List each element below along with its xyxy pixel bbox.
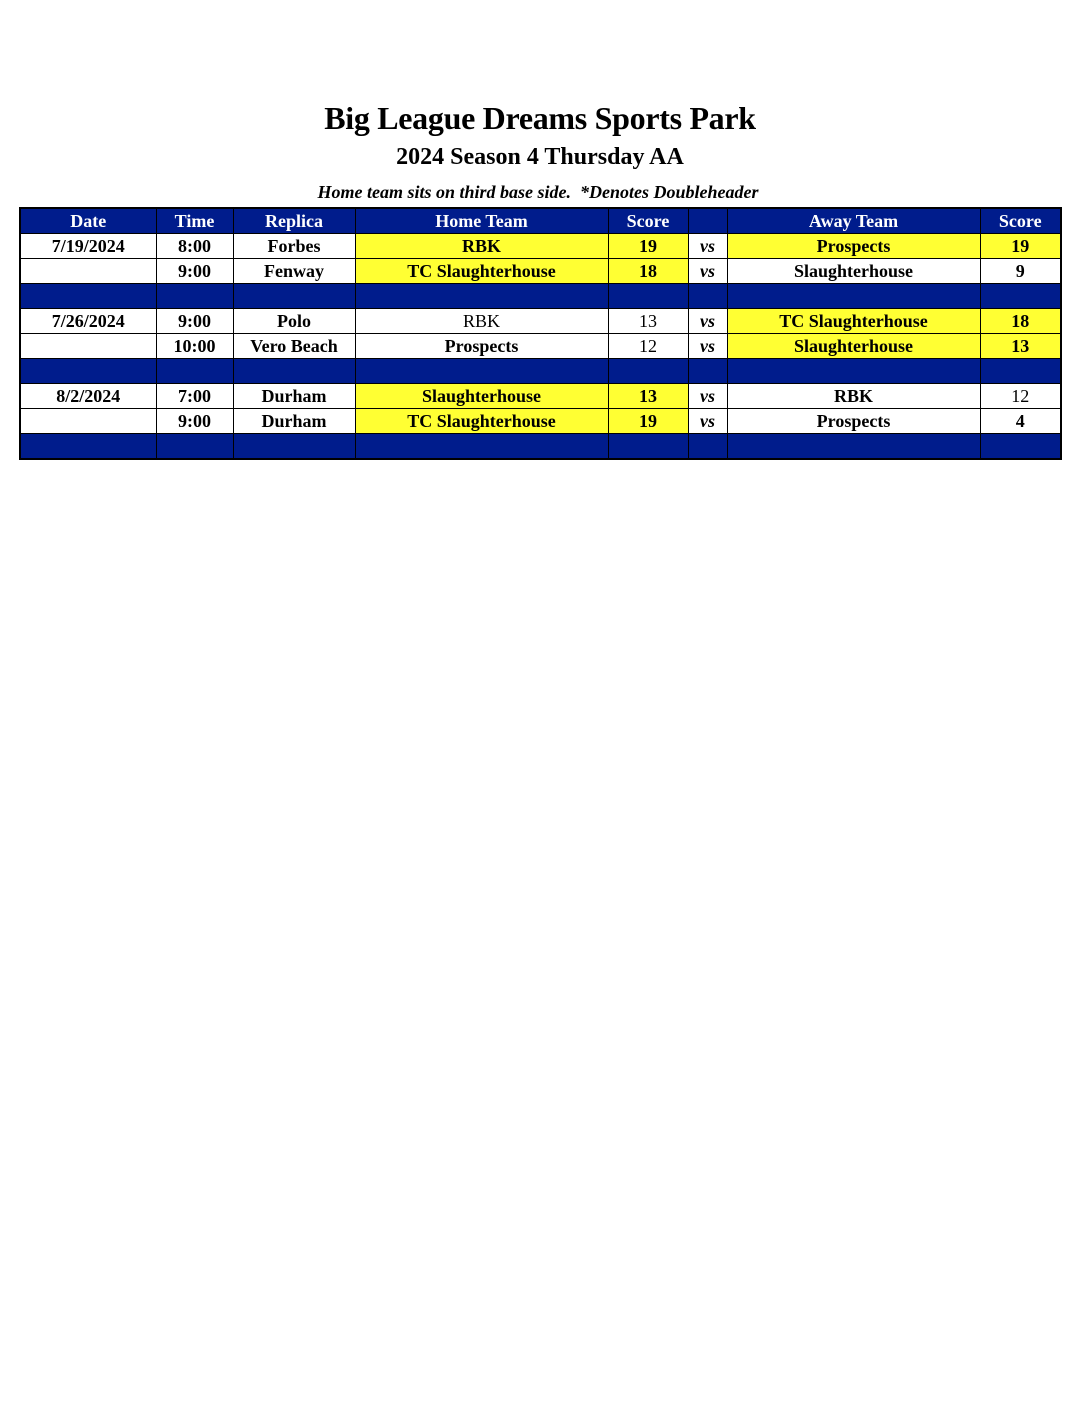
separator-cell <box>355 284 608 309</box>
away-team: Slaughterhouse <box>727 259 980 284</box>
column-header-home-team: Home Team <box>355 208 608 234</box>
away-score: 9 <box>980 259 1061 284</box>
vs-label: vs <box>688 409 727 434</box>
separator-cell <box>20 284 156 309</box>
vs-label: vs <box>688 334 727 359</box>
game-replica: Fenway <box>233 259 355 284</box>
away-score: 12 <box>980 384 1061 409</box>
separator-cell <box>355 359 608 384</box>
game-time: 7:00 <box>156 384 233 409</box>
game-replica: Forbes <box>233 234 355 259</box>
away-score: 18 <box>980 309 1061 334</box>
game-row <box>20 234 1061 259</box>
game-row <box>20 334 1061 359</box>
separator-cell <box>727 284 980 309</box>
game-replica: Durham <box>233 384 355 409</box>
game-date <box>20 334 156 359</box>
away-team: RBK <box>727 384 980 409</box>
home-score: 18 <box>608 259 688 284</box>
week-separator <box>20 434 1061 460</box>
separator-cell <box>980 284 1061 309</box>
away-team: Prospects <box>727 409 980 434</box>
separator-cell <box>20 359 156 384</box>
home-score: 12 <box>608 334 688 359</box>
column-header-away-team: Away Team <box>727 208 980 234</box>
schedule-note: Home team sits on third base side. *Denotes Doubleheader <box>317 182 759 202</box>
away-score: 13 <box>980 334 1061 359</box>
game-row <box>20 259 1061 284</box>
game-date <box>20 409 156 434</box>
away-team: Slaughterhouse <box>727 334 980 359</box>
away-team: Prospects <box>727 234 980 259</box>
separator-cell <box>688 434 727 460</box>
separator-cell <box>20 434 156 460</box>
game-date: 8/2/2024 <box>20 384 156 409</box>
home-score: 13 <box>608 384 688 409</box>
separator-cell <box>727 434 980 460</box>
home-team: RBK <box>355 234 608 259</box>
column-header-time: Time <box>156 208 233 234</box>
game-replica: Vero Beach <box>233 334 355 359</box>
separator-cell <box>156 284 233 309</box>
game-time: 9:00 <box>156 259 233 284</box>
season-subtitle: 2024 Season 4 Thursday AA <box>396 144 684 170</box>
home-score: 19 <box>608 234 688 259</box>
vs-label: vs <box>688 259 727 284</box>
game-replica: Polo <box>233 309 355 334</box>
column-header-away-score: Score <box>980 208 1061 234</box>
week-separator <box>20 359 1061 384</box>
header-row <box>20 208 1061 234</box>
game-date: 7/19/2024 <box>20 234 156 259</box>
away-score: 19 <box>980 234 1061 259</box>
separator-cell <box>233 434 355 460</box>
separator-cell <box>233 284 355 309</box>
separator-cell <box>608 434 688 460</box>
game-replica: Durham <box>233 409 355 434</box>
vs-label: vs <box>688 309 727 334</box>
game-date <box>20 259 156 284</box>
separator-cell <box>688 359 727 384</box>
home-score: 13 <box>608 309 688 334</box>
home-team: TC Slaughterhouse <box>355 409 608 434</box>
game-time: 10:00 <box>156 334 233 359</box>
game-time: 9:00 <box>156 409 233 434</box>
game-time: 9:00 <box>156 309 233 334</box>
column-header-vs <box>688 208 727 234</box>
game-time: 8:00 <box>156 234 233 259</box>
home-team: Prospects <box>355 334 608 359</box>
game-row <box>20 409 1061 434</box>
home-team: Slaughterhouse <box>355 384 608 409</box>
separator-cell <box>608 284 688 309</box>
column-header-home-score: Score <box>608 208 688 234</box>
separator-cell <box>688 284 727 309</box>
separator-cell <box>980 359 1061 384</box>
schedule-table <box>19 207 1062 460</box>
week-separator <box>20 284 1061 309</box>
separator-cell <box>156 359 233 384</box>
column-header-date: Date <box>20 208 156 234</box>
game-date: 7/26/2024 <box>20 309 156 334</box>
game-row <box>20 384 1061 409</box>
game-row <box>20 309 1061 334</box>
separator-cell <box>727 359 980 384</box>
separator-cell <box>156 434 233 460</box>
page-title: Big League Dreams Sports Park <box>324 100 756 136</box>
separator-cell <box>355 434 608 460</box>
home-score: 19 <box>608 409 688 434</box>
away-team: TC Slaughterhouse <box>727 309 980 334</box>
separator-cell <box>608 359 688 384</box>
vs-label: vs <box>688 234 727 259</box>
vs-label: vs <box>688 384 727 409</box>
column-header-replica: Replica <box>233 208 355 234</box>
home-team: RBK <box>355 309 608 334</box>
separator-cell <box>980 434 1061 460</box>
away-score: 4 <box>980 409 1061 434</box>
home-team: TC Slaughterhouse <box>355 259 608 284</box>
separator-cell <box>233 359 355 384</box>
